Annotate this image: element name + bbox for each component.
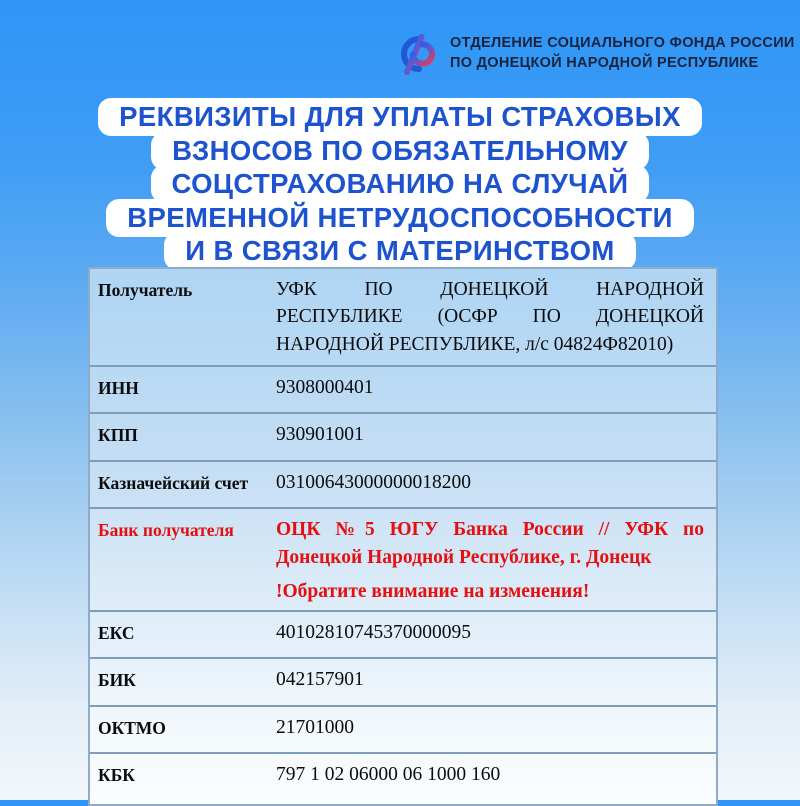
row-label: КПП	[98, 425, 138, 446]
row-label: Банк получателя	[98, 520, 234, 541]
title-line	[0, 199, 800, 237]
row-value: 042157901	[276, 669, 364, 691]
title-line	[0, 132, 800, 170]
table-row	[90, 367, 716, 415]
sfr-logo-icon	[390, 30, 438, 76]
org-name-line1: ОТДЕЛЕНИЕ СОЦИАЛЬНОГО ФОНДА РОССИИ	[450, 34, 795, 51]
row-value: 930901001	[276, 424, 364, 446]
table-row	[90, 462, 716, 510]
header	[390, 30, 795, 76]
title-line	[0, 98, 800, 136]
title-line	[0, 165, 800, 203]
row-value: 21701000	[276, 716, 354, 738]
title-text: РЕКВИЗИТЫ ДЛЯ УПЛАТЫ СТРАХОВЫХ	[98, 98, 702, 136]
table-row	[90, 612, 716, 660]
table-row	[90, 414, 716, 462]
table-row	[90, 269, 716, 367]
requisites-table	[88, 267, 718, 806]
title-text: И В СВЯЗИ С МАТЕРИНСТВОМ	[164, 232, 635, 270]
title-text: СОЦСТРАХОВАНИЮ НА СЛУЧАЙ	[151, 165, 650, 203]
table-row	[90, 509, 716, 612]
org-name	[450, 33, 795, 74]
row-value: 03100643000000018200	[276, 471, 471, 493]
title-block	[0, 98, 800, 266]
table-row	[90, 754, 716, 804]
row-label: Казначейский счет	[98, 472, 249, 493]
row-value: ОЦК №5 ЮГУ Банка России // УФК по Донецкой Народной Республике, г. Донецк	[276, 519, 704, 568]
row-value: 9308000401	[276, 376, 374, 398]
row-label: КБК	[98, 765, 135, 786]
row-value: 797 1 02 06000 06 1000 160	[276, 764, 501, 786]
table-row	[90, 659, 716, 707]
row-value: УФК ПО ДОНЕЦКОЙ НАРОДНОЙ РЕСПУБЛИКЕ (ОСФР ПО ДОНЕЦКОЙ НАРОДНОЙ РЕСПУБЛИКЕ, л/с 04824Ф82010)	[276, 279, 704, 355]
title-line	[0, 232, 800, 270]
title-text: ВРЕМЕННОЙ НЕТРУДОСПОСОБНОСТИ	[106, 199, 694, 237]
table-row	[90, 707, 716, 755]
row-label: ЕКС	[98, 622, 135, 643]
row-label: ОКТМО	[98, 717, 166, 738]
org-name-line2: ПО ДОНЕЦКОЙ НАРОДНОЙ РЕСПУБЛИКЕ	[450, 55, 759, 71]
row-note: !Обратите внимание на изменения!	[276, 580, 590, 602]
row-value: 40102810745370000095	[276, 621, 471, 643]
title-text: ВЗНОСОВ ПО ОБЯЗАТЕЛЬНОМУ	[151, 132, 649, 170]
row-label: ИНН	[98, 377, 139, 398]
row-label: БИК	[98, 670, 136, 691]
row-label: Получатель	[98, 280, 193, 300]
